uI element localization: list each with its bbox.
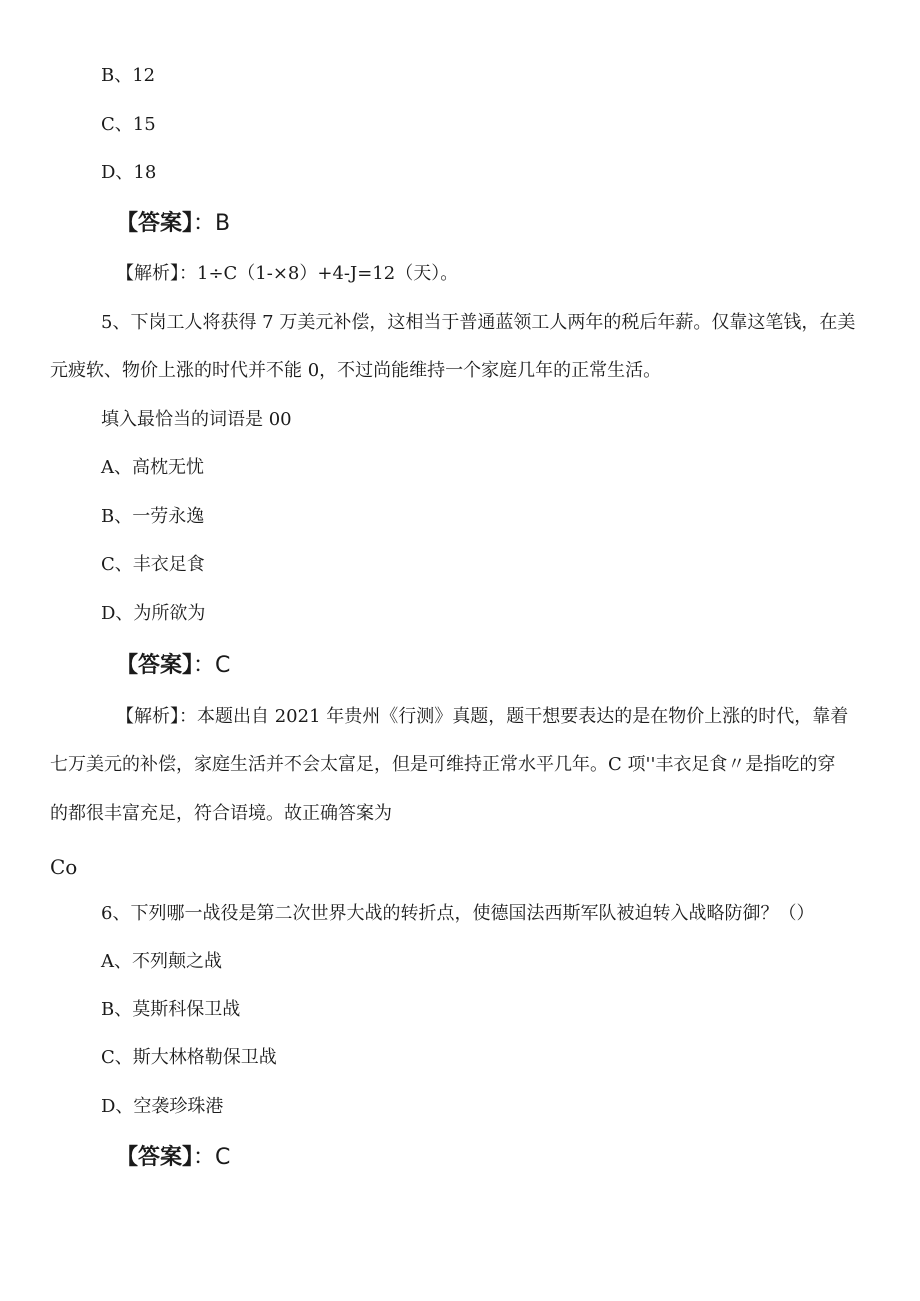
q5-stem-line-1: 5、下岗工人将获得 7 万美元补偿，这相当于普通蓝领工人两年的税后年薪。仅靠这笔钱，在美 xyxy=(101,312,856,333)
q4-option-b: B、12 xyxy=(101,65,156,86)
q6-option-b: B、莫斯科保卫战 xyxy=(101,999,241,1020)
q4-answer-label: 【答案】 xyxy=(116,211,194,236)
q5-answer-value: ：C xyxy=(193,653,231,678)
q4-analysis: 【解析】：1÷C（1-×8）+4-J=12（天）。 xyxy=(116,263,459,284)
q4-answer xyxy=(116,210,230,238)
q5-analysis-line-3: 的都很丰富充足，符合语境。故正确答案为 xyxy=(50,803,392,824)
q5-answer xyxy=(116,652,230,680)
q5-option-d: D、为所欲为 xyxy=(101,603,206,624)
q4-answer-value: ：B xyxy=(193,211,231,236)
q6-stem: 6、下列哪一战役是第二次世界大战的转折点，使德国法西斯军队被迫转入战略防御？（） xyxy=(101,903,815,924)
q6-option-a: A、不列颠之战 xyxy=(101,951,222,972)
q6-option-c: C、斯大林格勒保卫战 xyxy=(101,1047,277,1068)
q6-answer-value: ：C xyxy=(193,1145,231,1170)
q5-option-b: B、一劳永逸 xyxy=(101,506,205,527)
q5-option-a: A、高枕无忧 xyxy=(101,457,204,478)
q5-analysis-line-4: Co xyxy=(50,855,78,879)
q5-analysis-line-1: 【解析】：本题出自 2021 年贵州《行测》真题，题干想要表达的是在物价上涨的时代，靠着 xyxy=(116,706,849,727)
q5-prompt: 填入最恰当的词语是 00 xyxy=(101,409,292,430)
q6-answer xyxy=(116,1144,230,1172)
q4-option-d: D、18 xyxy=(101,162,157,183)
q5-stem-line-2: 元疲软、物价上涨的时代并不能 0，不过尚能维持一个家庭几年的正常生活。 xyxy=(50,360,662,381)
q6-option-d: D、空袭珍珠港 xyxy=(101,1096,224,1117)
q5-answer-label: 【答案】 xyxy=(116,653,194,678)
q6-answer-label: 【答案】 xyxy=(116,1145,194,1170)
q5-analysis-line-2: 七万美元的补偿，家庭生活并不会太富足，但是可维持正常水平几年。C 项''丰衣足食〃是指吃的穿 xyxy=(50,754,836,775)
q5-option-c: C、丰衣足食 xyxy=(101,554,205,575)
q4-option-c: C、15 xyxy=(101,114,156,135)
